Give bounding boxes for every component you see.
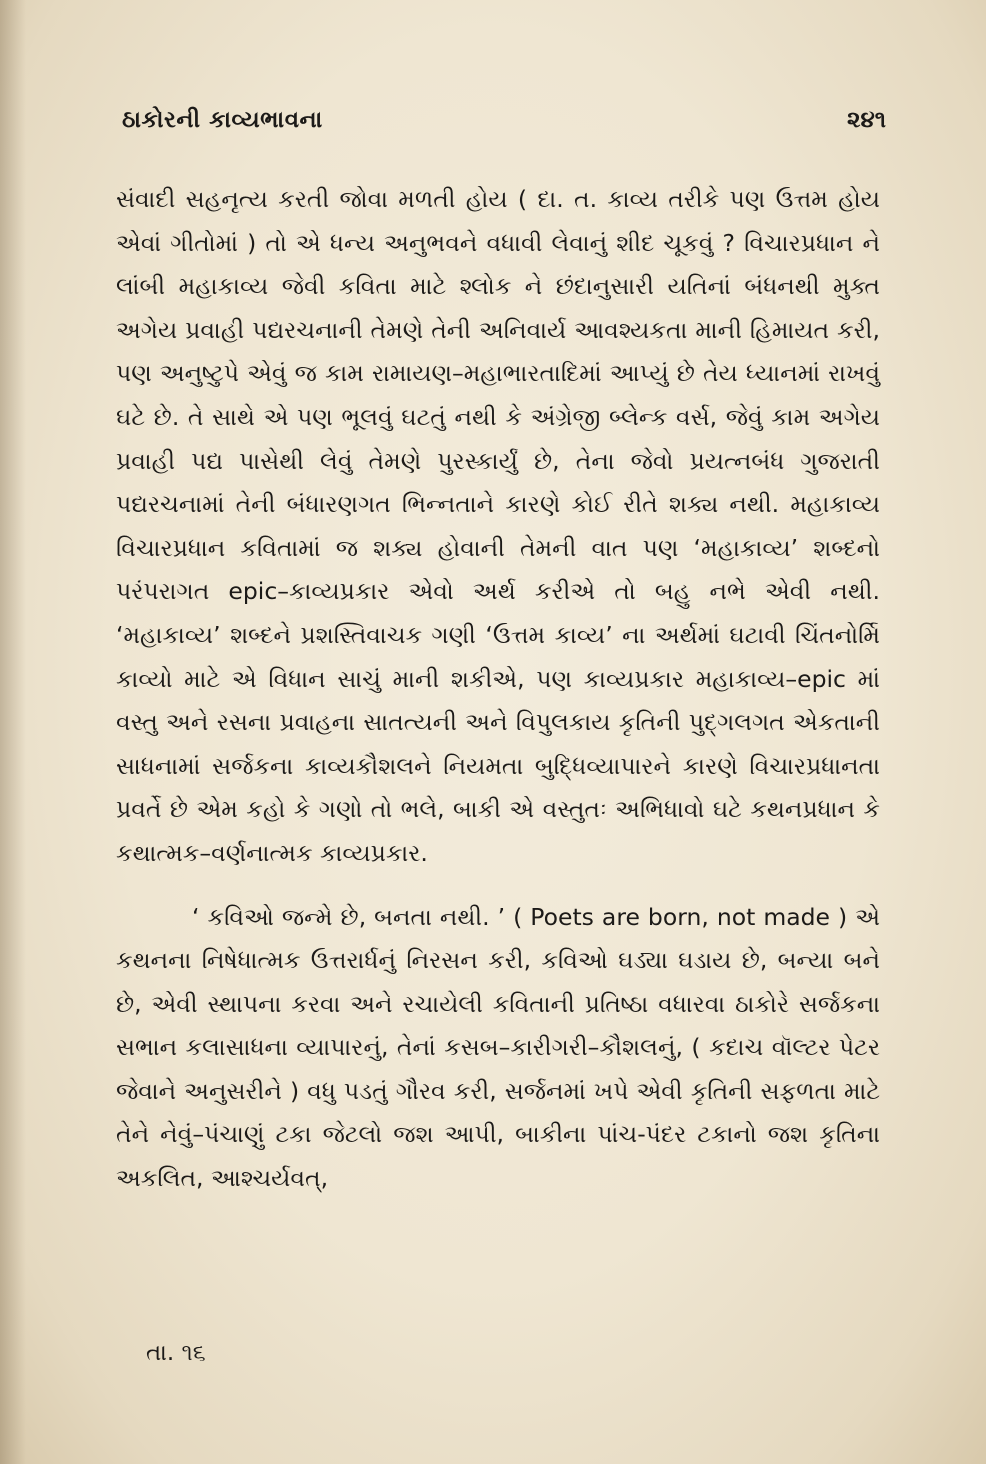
running-head [122, 100, 886, 140]
running-title: ઠાકોરની કાવ્યભાવના [122, 107, 323, 133]
paragraph-1: સંવાદી સહનૃત્ય કરતી જોવા મળતી હોય ( દા. ત. કાવ્ય તરીકે પણ ઉત્તમ હોય એવાં ગીતોમાં ) તો એ ધન્ય અનુભવને વધાવી લેવાનું શીદ ચૂકવું ? વિચારપ્રધાન ને લાંબી મહાકાવ્ય જેવી કવિતા માટે શ્લોક ને છંદાનુસારી યતિનાં બંધનથી મુક્ત અગેય પ્રવાહી પદ્યરચનાની તેમણે તેની અનિવાર્ય આવશ્યકતા માની હિમાયત કરી, પણ અનુષ્ટુપે એવું જ કામ રામાયણ–મહાભારતાદિમાં આપ્યું છે તેય ધ્યાનમાં રાખવું ઘટે છે. તે સાથે એ પણ ભૂલવું ઘટતું નથી કે અંગ્રેજી બ્લેન્ક વર્સ, જેવું કામ અગેય પ્રવાહી પદ્ય પાસેથી લેવું તેમણે પુરસ્કાર્યું છે, તેના જેવો પ્રયત્નબંધ ગુજરાતી પદ્યરચનામાં તેની બંધારણગત ભિન્નતાને કારણે કોઈ રીતે શક્ય નથી. મહાકાવ્ય વિચારપ્રધાન કવિતામાં જ શક્ય હોવાની તેમની વાત પણ ‘મહાકાવ્ય’ શબ્દનો પરંપરાગત epic–કાવ્યપ્રકાર એવો અર્થ કરીએ તો બહુ નભે એવી નથી. ‘મહાકાવ્ય’ શબ્દને પ્રશસ્તિવાચક ગણી ‘ઉત્તમ કાવ્ય’ ના અર્થમાં ઘટાવી ચિંતનોર્મિ કાવ્યો માટે એ વિધાન સાચું માની શકીએ, પણ કાવ્યપ્રકાર મહાકાવ્ય–epic માં વસ્તુ અને રસના પ્રવાહના સાતત્યની અને વિપુલકાય કૃતિની પુદ્ગલગત એકતાની સાધનામાં સર્જકના કાવ્યકૌશલને નિયમતા બુદ્ધિવ્યાપારને કારણે વિચારપ્રધાનતા પ્રવર્તે છે એમ કહો કે ગણો તો ભલે, બાકી એ વસ્તુતઃ અભિધાવો ઘટે કથનપ્રધાન કે કથાત્મક–વર્ણનાત્મક કાવ્યપ્રકાર. [116, 185, 880, 867]
signature-mark: તા. ૧૬ [146, 1340, 206, 1366]
body-text [116, 178, 880, 1201]
paragraph-2: ‘ કવિઓ જન્મે છે, બનતા નથી. ’ ( Poets are born, not made ) એ કથનના નિષેધાત્મક ઉત્તરાર્ધનું નિરસન કરી, કવિઓ ઘડ્યા ઘડાય છે, બન્યા બને છે, એવી સ્થાપના કરવા અને રચાયેલી કવિતાની પ્રતિષ્ઠા વધારવા ઠાકોરે સર્જકના સભાન કલાસાધના વ્યાપારનું, તેનાં કસબ–કારીગરી–કૌશલનું, ( કદાચ વૉલ્ટર પેટર જેવાને અનુસરીને ) વધુ પડતું ગૌરવ કરી, સર્જનમાં ખપે એવી કૃતિની સફળતા માટે તેને નેવું–પંચાણું ટકા જેટલો જશ આપી, બાકીના પાંચ-પંદર ટકાનો જશ કૃતિના અકલિત, આશ્ચર્યવત્, [116, 902, 880, 1193]
page-number: ૨૪૧ [846, 107, 886, 133]
